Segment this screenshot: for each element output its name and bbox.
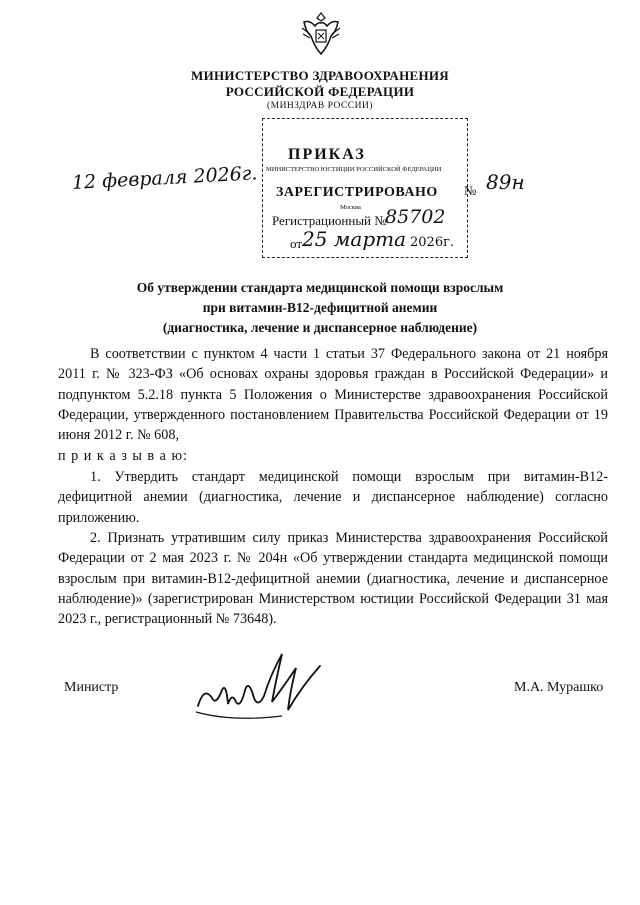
stamp-registered: ЗАРЕГИСТРИРОВАНО: [276, 185, 438, 200]
stamp-date-prefix: от: [290, 236, 303, 251]
title-line1: Об утверждении стандарта медицинской помощи взрослым: [136, 280, 504, 295]
order-number: 89н: [486, 170, 525, 194]
title-line2: при витамин-B12-дефицитной анемии: [202, 300, 438, 315]
ministry-name-line2: РОССИЙСКОЙ ФЕДЕРАЦИИ: [225, 84, 415, 99]
coat-of-arms-icon: [298, 10, 344, 58]
stamp-city: Москва: [340, 204, 361, 211]
ministry-name-line1: МИНИСТЕРСТВО ЗДРАВООХРАНЕНИЯ: [191, 68, 449, 83]
order-item-2: 2. Признать утратившим силу приказ Министерства здравоохранения Российской Федерации от 2 мая 2023 г. № 204н «Об утверждении стандарта медицинской помощи взрослым при витамин-B12-дефицитной анемии (диагностика, лечение и диспансерное наблюдение)» (зарегистрирован Министерством юстиции Российской Федерации 31 мая 2023 г., регистрационный № 73648).: [58, 530, 608, 628]
order-word: ПРИКАЗ: [288, 146, 366, 163]
title-line3: (диагностика, лечение и диспансерное наблюдение): [162, 320, 478, 335]
preamble-paragraph: В соответствии с пунктом 4 части 1 статьи 37 Федерального закона от 21 ноября 2011 г. № 323-ФЗ «Об основах охраны здоровья граждан в Российской Федерации» и подпунктом 5.2.18 пункта 5 Положения о Министерстве здравоохранения Российской Федерации, утвержденного постановлением Правительства Российской Федерации от 19 июня 2012 г. № 608,: [58, 346, 608, 444]
document-title: [90, 278, 550, 338]
signatory-name: М.А. Мурашко: [514, 680, 604, 695]
stamp-date-value: [302, 227, 454, 251]
order-number-sign: №: [464, 183, 477, 198]
order-item-1: 1. Утвердить стандарт медицинской помощи взрослым при витамин-B12-дефицитной анемии (диагностика, лечение и диспансерное наблюдение) согласно приложению.: [58, 469, 608, 526]
stamp-date-year: 2026г.: [410, 235, 455, 250]
signatory-position: Министр: [64, 680, 119, 695]
order-verb: п р и к а з ы в а ю:: [58, 448, 189, 464]
ministry-short-name: (МИНЗДРАВ РОССИИ): [266, 101, 374, 111]
order-date: 12 февраля 2026г.: [71, 162, 258, 194]
stamp-date-day-month: 25 марта: [302, 227, 407, 251]
stamp-reg-label: Регистрационный №: [272, 213, 387, 228]
stamp-justice-ministry: МИНИСТЕРСТВО ЮСТИЦИИ РОССИЙСКОЙ ФЕДЕРАЦИИ: [266, 166, 442, 173]
stamp-reg-number: 85702: [385, 206, 446, 228]
handwritten-signature: [192, 646, 332, 736]
